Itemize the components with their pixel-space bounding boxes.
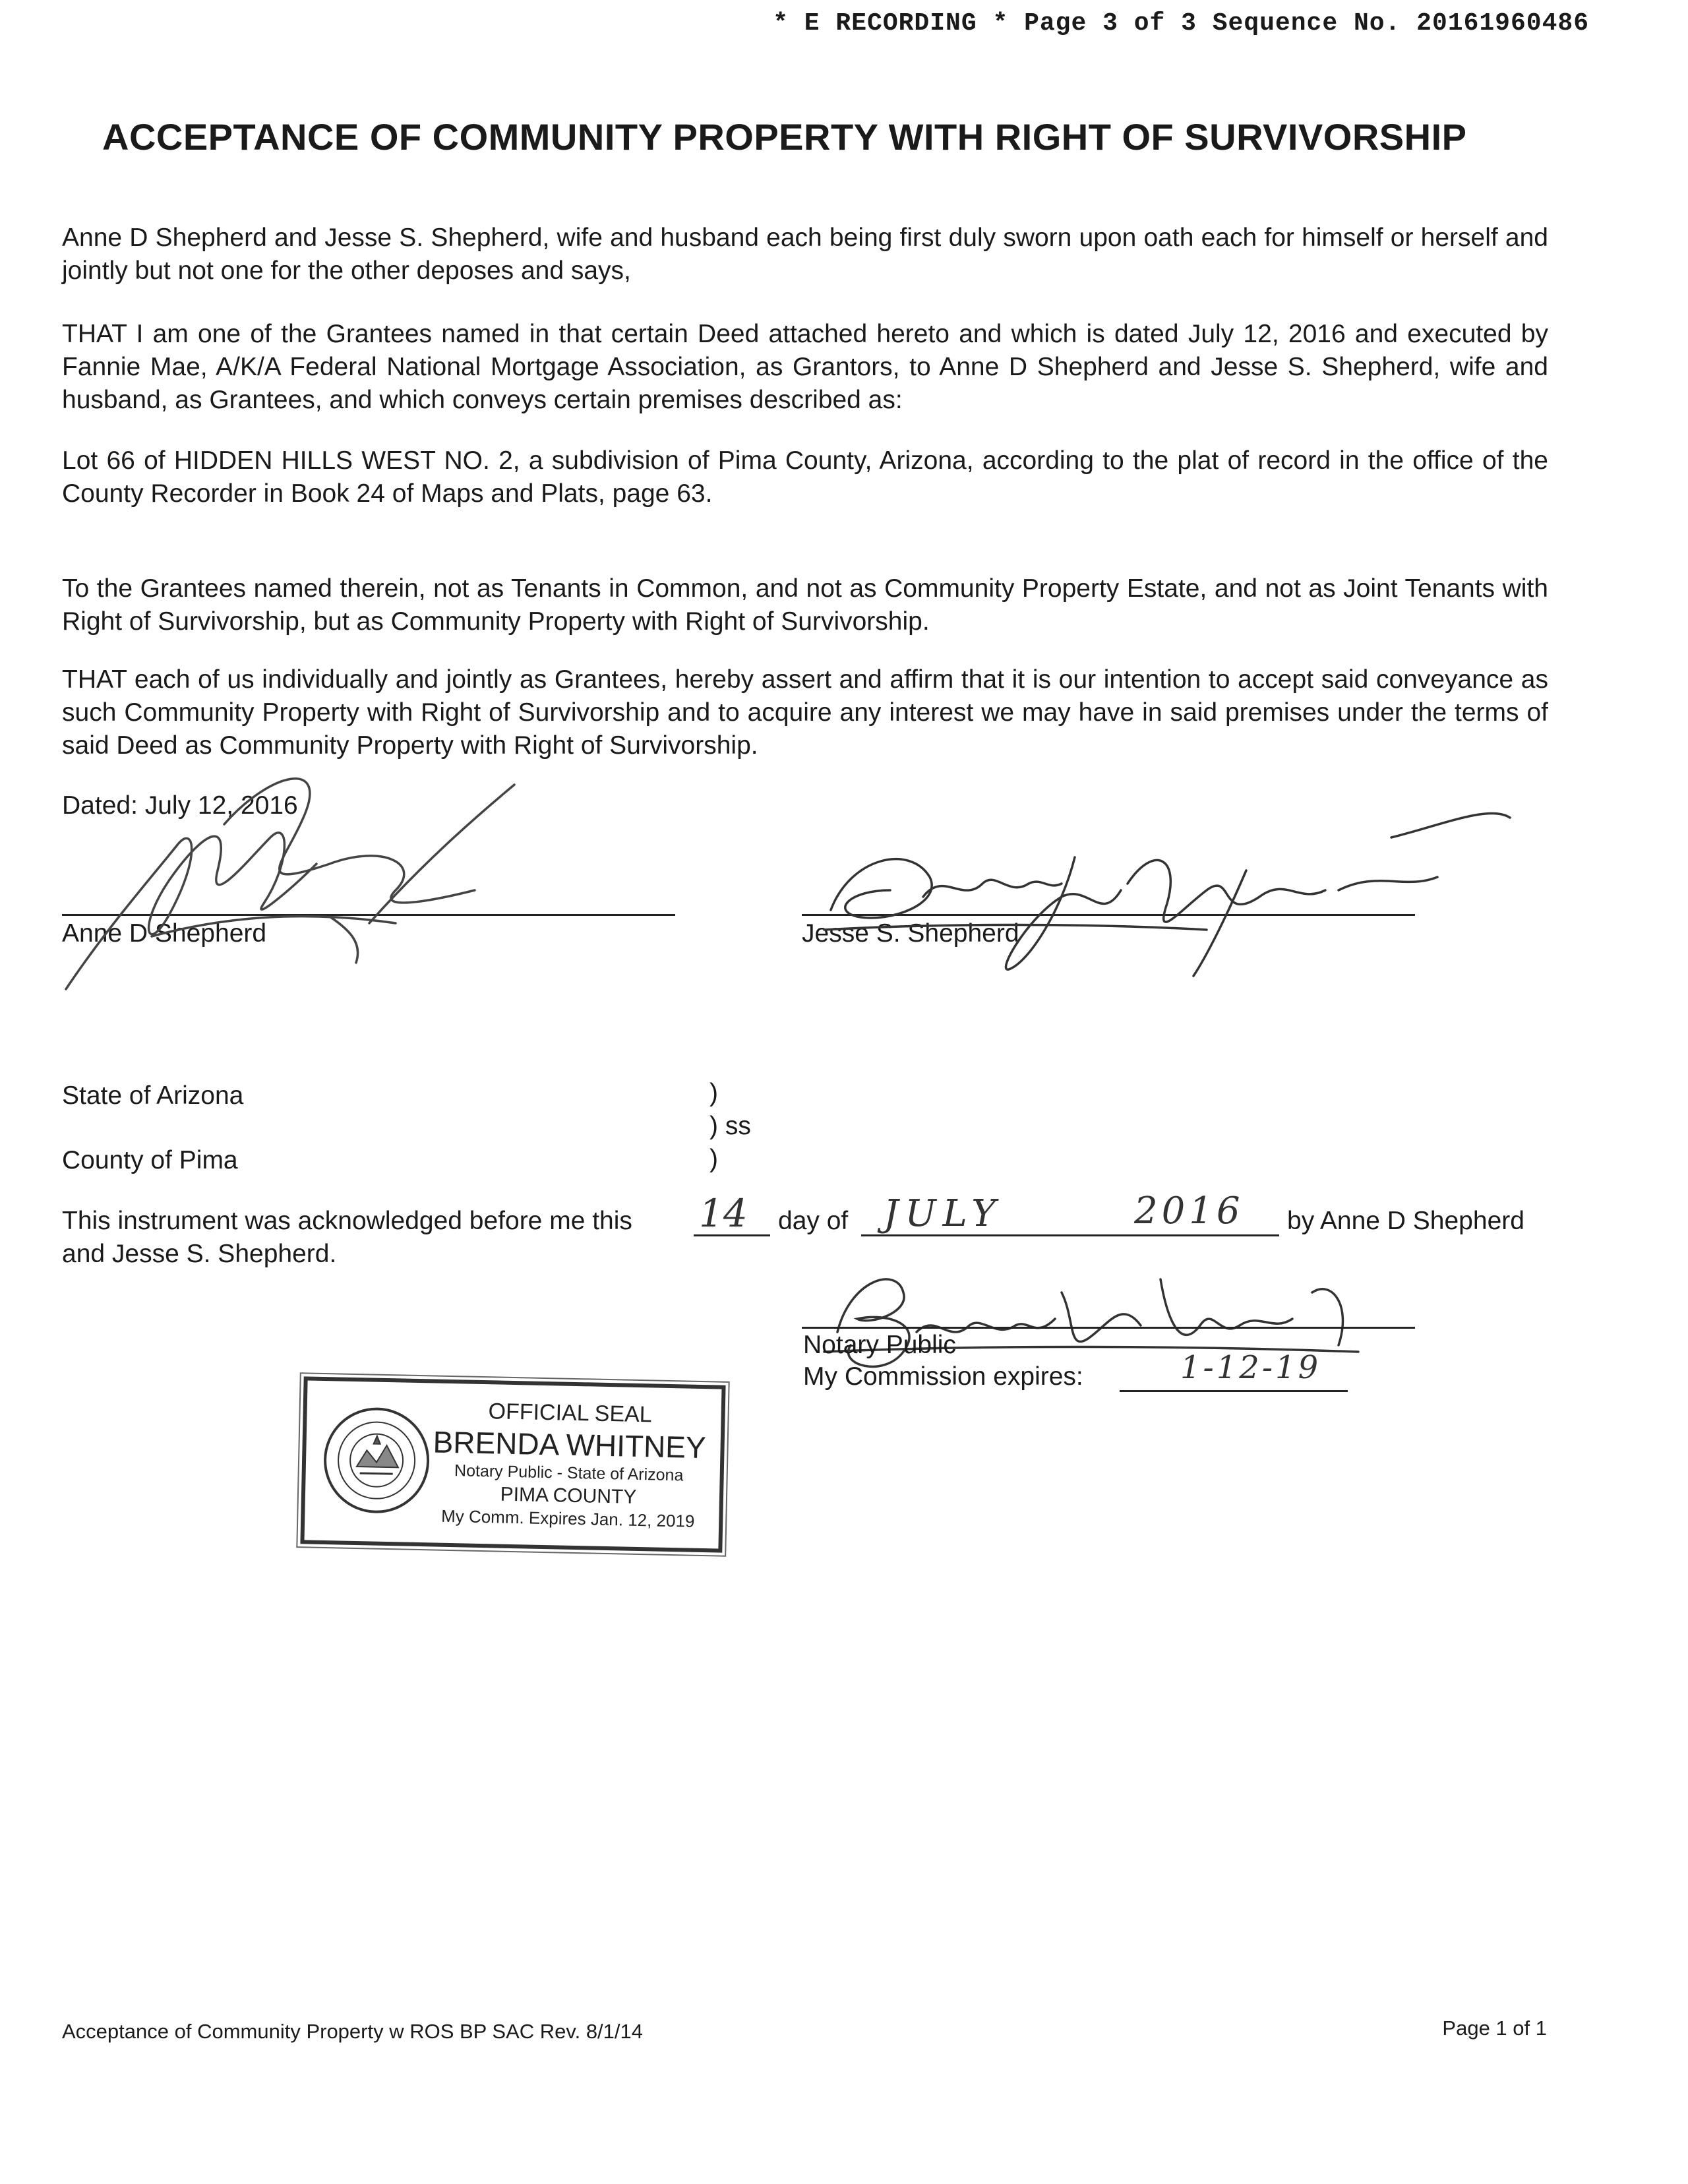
signer-1-name: Anne D Shepherd	[62, 919, 267, 948]
acknowledgment-by-names: by Anne D Shepherd	[1287, 1207, 1524, 1235]
arizona-state-seal-icon	[319, 1403, 434, 1518]
venue-paren-bottom: )	[709, 1145, 718, 1173]
venue-paren-top: )	[709, 1079, 718, 1107]
year-handwritten: 2016	[1134, 1190, 1244, 1232]
signature-anne-shepherd	[53, 765, 554, 1002]
dated-line: Dated: July 12, 2016	[62, 791, 298, 820]
signature-jesse-shepherd	[811, 818, 1536, 989]
seal-line-5: My Comm. Expires Jan. 12, 2019	[440, 1505, 695, 1531]
seal-line-2: BRENDA WHITNEY	[433, 1424, 707, 1465]
seal-line-1: OFFICIAL SEAL	[488, 1399, 653, 1428]
notary-seal-stamp	[300, 1376, 725, 1552]
seal-line-4: PIMA COUNTY	[500, 1483, 637, 1508]
paragraph-legal-description: Lot 66 of HIDDEN HILLS WEST NO. 2, a subdivision of Pima County, Arizona, according to the plat of record in the office of the County Recorder in Book 24 of Maps and Plats, page 63.	[62, 446, 1548, 508]
paragraph-affiants: Anne D Shepherd and Jesse S. Shepherd, wife and husband each being first duly sworn upon oath each for himself or herself and jointly but not one for the other deposes and says,	[62, 224, 1548, 285]
paragraph-affirmation: THAT each of us individually and jointly as Grantees, hereby assert and affirm that it is our intention to accept said conveyance as such Community Property with Right of Survivorship and to acquire any interest we may have in said premises under the terms of said Deed as Community Property with Right of Survivorship.	[62, 665, 1548, 760]
paragraph-deed-reference: THAT I am one of the Grantees named in that certain Deed attached hereto and which is dated July 12, 2016 and executed by Fannie Mae, A/K/A Federal National Mortgage Association, as Grantors, to Anne D Shepherd and Jesse S. Shepherd, wife and husband, as Grantees, and which conveys certain premises described as:	[62, 320, 1548, 414]
signer-2-name: Jesse S. Shepherd	[802, 919, 1019, 948]
footer-page-number: Page 1 of 1	[1442, 2017, 1547, 2040]
recording-header: * E RECORDING * Page 3 of 3 Sequence No. 20161960486	[773, 9, 1589, 38]
acknowledgment-day-of: day of	[778, 1207, 849, 1235]
paragraph-vesting: To the Grantees named therein, not as Tenants in Common, and not as Community Property Estate, and not as Joint Tenants with Right of Survivorship, but as Community Property with Right of Survivorship.	[62, 574, 1548, 636]
month-handwritten: JULY	[884, 1192, 1003, 1235]
commission-blank-line	[1120, 1390, 1348, 1392]
venue-county: County of Pima	[62, 1146, 238, 1174]
notary-title: Notary Public	[803, 1331, 956, 1359]
acknowledgment-lead: This instrument was acknowledged before me this	[62, 1207, 632, 1235]
day-handwritten: 14	[699, 1191, 748, 1236]
notary-commission-label: My Commission expires:	[803, 1362, 1083, 1391]
venue-ss: ) ss	[709, 1112, 751, 1140]
venue-state: State of Arizona	[62, 1081, 244, 1110]
seal-line-3: Notary Public - State of Arizona	[454, 1461, 684, 1485]
document-title: ACCEPTANCE OF COMMUNITY PROPERTY WITH RIGHT OF SURVIVORSHIP	[102, 116, 1467, 158]
commission-handwritten: 1-12-19	[1180, 1349, 1321, 1386]
notary-signature-line	[802, 1327, 1415, 1329]
footer-form-id: Acceptance of Community Property w ROS BP SAC Rev. 8/1/14	[62, 2020, 644, 2043]
acknowledgment-line-2: and Jesse S. Shepherd.	[62, 1240, 337, 1268]
